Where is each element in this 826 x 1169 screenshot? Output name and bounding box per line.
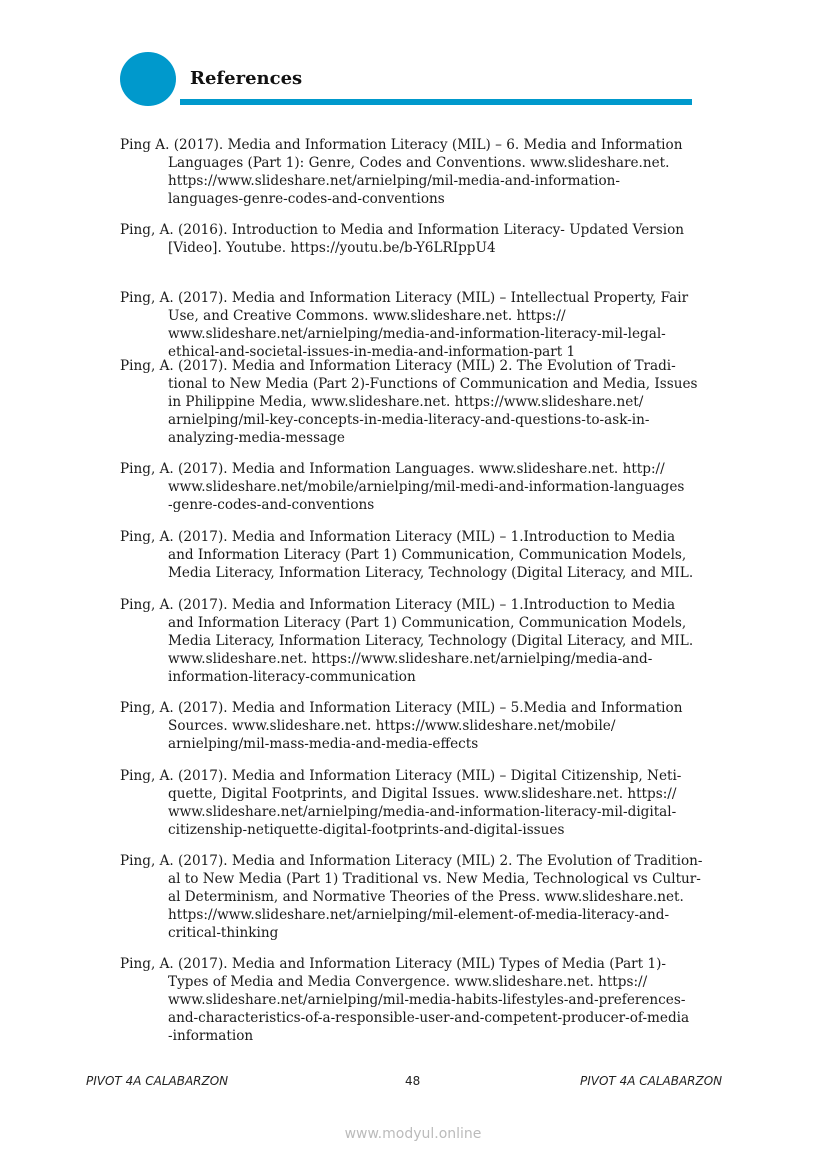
reference-line: www.slideshare.net/arnielping/media-and-information-literacy-mil-digital- [168,804,677,820]
reference-line: quette, Digital Footprints, and Digital Issues. www.slideshare.net. https:// [168,786,677,802]
reference-line: www.slideshare.net/arnielping/mil-media-habits-lifestyles-and-preferences- [168,992,686,1008]
reference-line: Ping, A. (2017). Media and Information Literacy (MIL) – 1.Introduction to Media [120,597,676,613]
reference-entry [120,852,703,942]
reference-line: Ping A. (2017). Media and Information Literacy (MIL) – 6. Media and Information [120,137,683,153]
reference-line: www.slideshare.net/mobile/arnielping/mil-medi-and-information-languages [168,479,685,495]
reference-line: https://www.slideshare.net/arnielping/mil-element-of-media-literacy-and- [168,907,670,923]
reference-line: information-literacy-communication [168,669,416,685]
reference-line: Use, and Creative Commons. www.slideshare.net. https:// [168,308,566,324]
reference-line: https://www.slideshare.net/arnielping/mil-media-and-information- [168,173,621,189]
reference-entry [120,289,688,361]
reference-line: ethical-and-societal-issues-in-media-and-information-part 1 [168,344,576,360]
reference-line: al Determinism, and Normative Theories of the Press. www.slideshare.net. [168,889,684,905]
reference-line: [Video]. Youtube. https://youtu.be/b-Y6LRIppU4 [168,240,496,256]
reference-entry [120,221,684,257]
reference-line: and Information Literacy (Part 1) Communication, Communication Models, [168,615,687,631]
reference-line: www.slideshare.net/arnielping/media-and-information-literacy-mil-legal- [168,326,666,342]
reference-line: Ping, A. (2017). Media and Information Languages. www.slideshare.net. http:// [120,461,665,477]
header-circle-decoration [120,52,176,106]
page-number: 48 [405,1074,421,1088]
reference-line: Ping, A. (2016). Introduction to Media and Information Literacy- Updated Version [120,222,685,238]
reference-entry [120,955,689,1045]
reference-entry [120,528,693,582]
footer-right: PIVOT 4A CALABARZON [580,1074,723,1088]
reference-entry [120,767,681,839]
reference-line: Ping, A. (2017). Media and Information Literacy (MIL) Types of Media (Part 1)- [120,956,666,972]
page-title: References [190,68,303,89]
reference-line: citizenship-netiquette-digital-footprints-and-digital-issues [168,822,565,838]
reference-line: Sources. www.slideshare.net. https://www.slideshare.net/mobile/ [168,718,616,734]
reference-line: al to New Media (Part 1) Traditional vs. New Media, Technological vs Cultur- [168,871,701,887]
reference-line: arnielping/mil-mass-media-and-media-effects [168,736,479,752]
reference-line: and-characteristics-of-a-responsible-user-and-competent-producer-of-media [168,1010,690,1026]
reference-line: Languages (Part 1): Genre, Codes and Conventions. www.slideshare.net. [168,155,670,171]
reference-line: -information [168,1028,254,1044]
reference-entry [120,460,684,514]
reference-line: Ping, A. (2017). Media and Information Literacy (MIL) 2. The Evolution of Tradition- [120,853,703,869]
reference-line: Ping, A. (2017). Media and Information Literacy (MIL) – 5.Media and Information [120,700,683,716]
reference-line: tional to New Media (Part 2)-Functions of Communication and Media, Issues [168,376,698,392]
reference-line: -genre-codes-and-conventions [168,497,375,513]
reference-line: www.slideshare.net. https://www.slideshare.net/arnielping/media-and- [168,651,653,667]
reference-line: in Philippine Media, www.slideshare.net. https://www.slideshare.net/ [168,394,644,410]
reference-line: Media Literacy, Information Literacy, Technology (Digital Literacy, and MIL. [168,565,694,581]
reference-line: analyzing-media-message [168,430,345,446]
reference-entry [120,699,682,753]
reference-entry [120,596,693,686]
reference-line: Ping, A. (2017). Media and Information Literacy (MIL) 2. The Evolution of Tradi- [120,358,676,374]
reference-line: Ping, A. (2017). Media and Information Literacy (MIL) – Intellectual Property, Fair [120,290,689,306]
reference-line: Ping, A. (2017). Media and Information Literacy (MIL) – 1.Introduction to Media [120,529,676,545]
reference-line: arnielping/mil-key-concepts-in-media-literacy-and-questions-to-ask-in- [168,412,650,428]
header-underline-bar [180,99,692,105]
reference-entry [120,136,682,208]
reference-line: Types of Media and Media Convergence. www.slideshare.net. https:// [168,974,648,990]
watermark-url: www.modyul.online [344,1126,482,1142]
reference-line: and Information Literacy (Part 1) Communication, Communication Models, [168,547,687,563]
footer-left: PIVOT 4A CALABARZON [86,1074,229,1088]
reference-line: languages-genre-codes-and-conventions [168,191,445,207]
reference-line: Media Literacy, Information Literacy, Technology (Digital Literacy, and MIL. [168,633,694,649]
reference-line: Ping, A. (2017). Media and Information Literacy (MIL) – Digital Citizenship, Neti- [120,768,682,784]
reference-entry [120,357,698,447]
reference-line: critical-thinking [168,925,279,941]
